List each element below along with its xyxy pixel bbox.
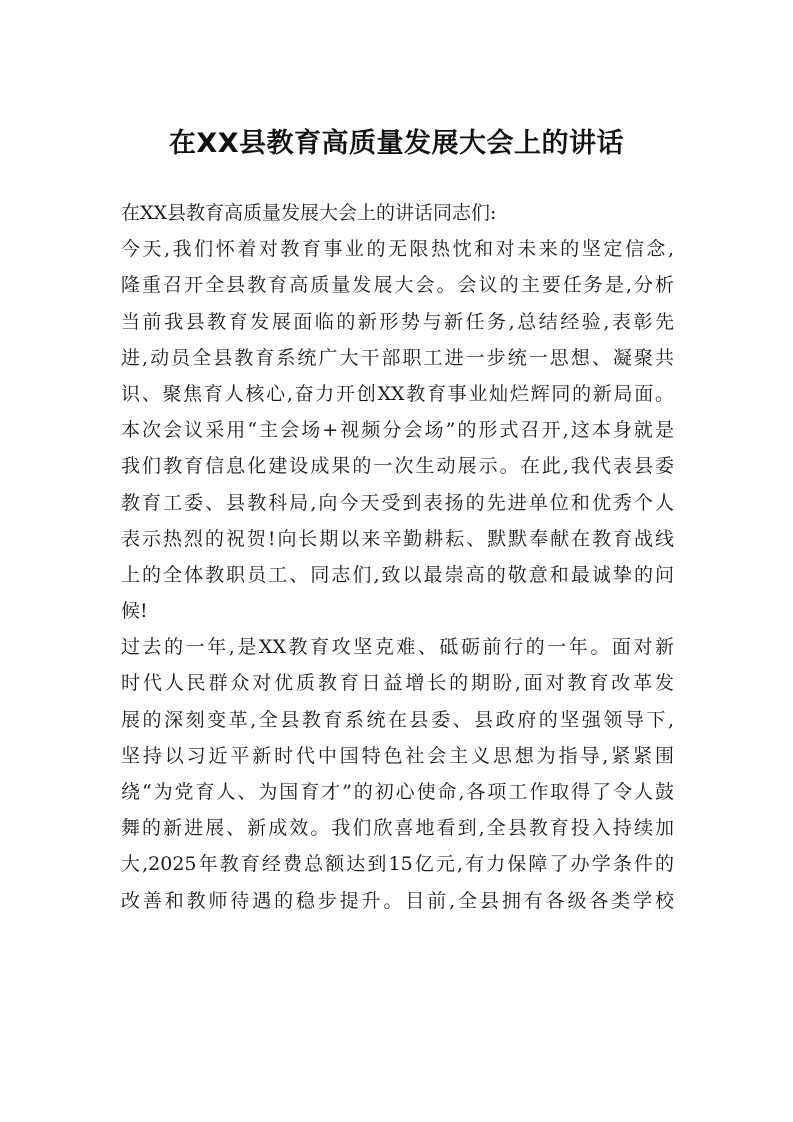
body-line: 我们教育信息化建设成果的一次生动展示。在此,我代表县委 (121, 455, 674, 478)
body-line: 改善和教师待遇的稳步提升。目前,全县拥有各级各类学校 (121, 889, 674, 912)
body-line: 大,2025年教育经费总额达到15亿元,有力保障了办学条件的 (121, 853, 674, 876)
body-line: 今天,我们怀着对教育事业的无限热忱和对未来的坚定信念, (121, 238, 674, 261)
body-line: 绕“为党育人、为国育才”的初心使命,各项工作取得了令人鼓 (121, 781, 674, 803)
body-line: 教育工委、县教科局,向今天受到表扬的先进单位和优秀个人 (121, 491, 674, 514)
body-line: 进,动员全县教育系统广大干部职工进一步统一思想、凝聚共 (121, 346, 674, 369)
body-line: 时代人民群众对优质教育日益增长的期盼,面对教育改革发 (121, 672, 674, 695)
body-line: 展的深刻变革,全县教育系统在县委、县政府的坚强领导下, (121, 708, 674, 731)
body-line: 坚持以习近平新时代中国特色社会主义思想为指导,紧紧围 (121, 744, 674, 767)
body-line: 在XX县教育高质量发展大会上的讲话同志们: (121, 202, 497, 224)
body-line: 舞的新进展、新成效。我们欣喜地看到,全县教育投入持续加 (121, 817, 674, 840)
body-line: 当前我县教育发展面临的新形势与新任务,总结经验,表彰先 (121, 310, 674, 333)
body-line: 表示热烈的祝贺!向长期以来辛勤耕耘、默默奉献在教育战线 (121, 527, 674, 550)
body-line: 上的全体教职员工、同志们,致以最崇高的敬意和最诚挚的问 (121, 563, 674, 586)
body-line: 隆重召开全县教育高质量发展大会。会议的主要任务是,分析 (121, 274, 674, 297)
body-line: 本次会议采用“主会场+视频分会场”的形式召开,这本身就是 (121, 419, 674, 442)
document-body (121, 195, 674, 919)
document-title: 在XX县教育高质量发展大会上的讲话 (168, 128, 625, 159)
body-line: 识、聚焦育人核心,奋力开创XX教育事业灿烂辉同的新局面。 (121, 382, 674, 405)
body-line: 候! (121, 600, 148, 623)
body-line: 过去的一年,是XX教育攻坚克难、砥砺前行的一年。面对新 (121, 636, 674, 659)
